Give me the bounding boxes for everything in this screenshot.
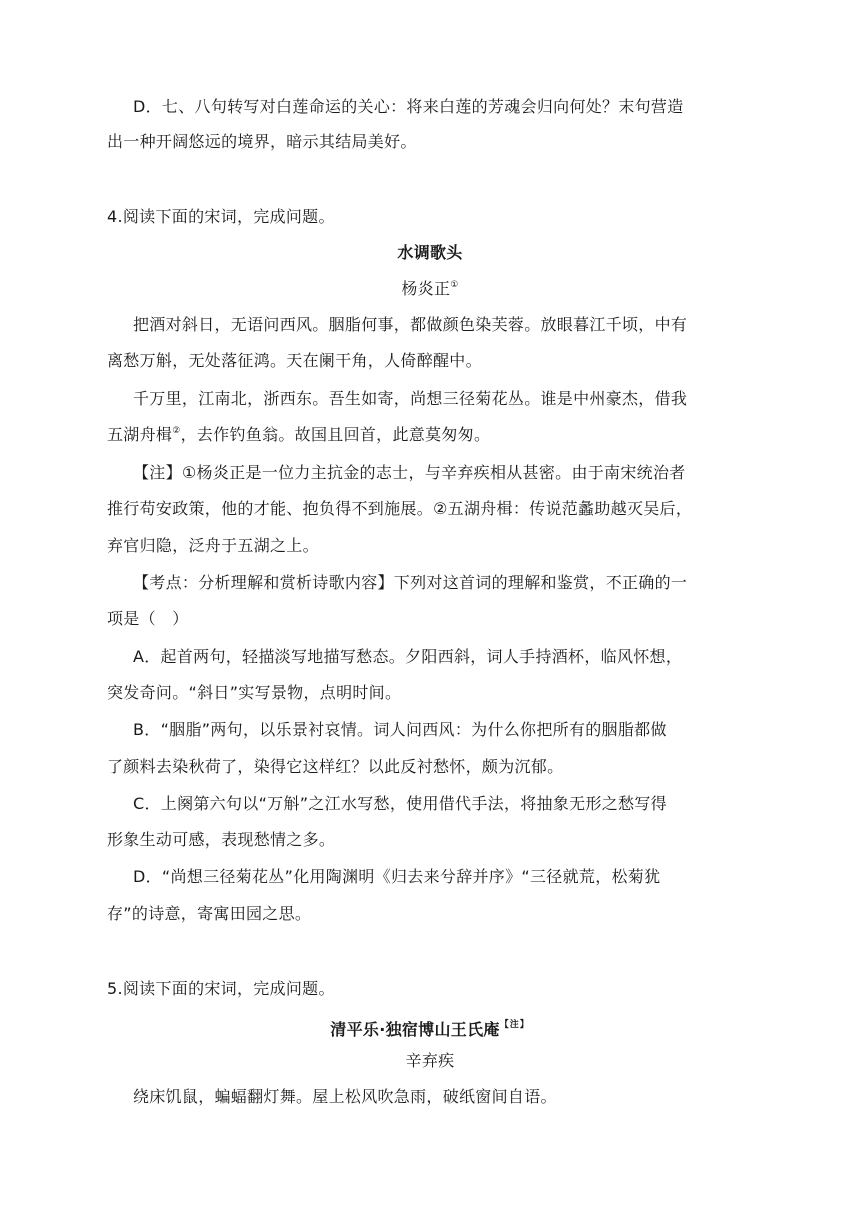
q5-poem-line1: 绕床饥鼠，蝙蝠翻灯舞。屋上松风吹急雨，破纸窗间自语。 bbox=[133, 1087, 557, 1106]
q4-author: 杨炎正 bbox=[401, 279, 451, 298]
q4-option-b-line2: 了颜料去染秋荷了，染得它这样红？以此反衬愁怀，颇为沉郁。 bbox=[107, 757, 564, 776]
q4-prompt: 4.阅读下面的宋词，完成问题。 bbox=[107, 207, 335, 226]
q5-title-note-mark: 【注】 bbox=[499, 1020, 530, 1030]
q4-poem-p2-line2-a: 五湖舟楫 bbox=[107, 425, 173, 444]
q4-stem-line2: 项是（ ） bbox=[107, 609, 189, 628]
q5-author: 辛弃疾 bbox=[405, 1051, 455, 1070]
q4-poem-p1-line1: 把酒对斜日，无语问西风。胭脂何事，都做颜色染芙蓉。放眼暮江千顷，中有 bbox=[133, 315, 688, 334]
q4-poem-note-mark-2: ② bbox=[172, 426, 181, 436]
q4-option-d-line2: 存”的诗意，寄寓田园之思。 bbox=[107, 904, 312, 923]
q4-note-line2: 推行苟安政策，他的才能、抱负得不到施展。②五湖舟楫：传说范蠡助越灭吴后， bbox=[107, 499, 693, 518]
q4-stem-line1: 【考点：分析理解和赏析诗歌内容】下列对这首词的理解和鉴赏，不正确的一 bbox=[133, 573, 688, 592]
q5-poem-title-line bbox=[0, 1014, 860, 1041]
q5-prompt: 5.阅读下面的宋词，完成问题。 bbox=[107, 979, 335, 998]
q4-option-d-line1: D．“尚想三径菊花丛”化用陶渊明《归去来兮辞并序》“三径就荒，松菊犹 bbox=[133, 867, 661, 886]
q4-option-b-line1: B．“胭脂”两句，以乐景衬哀情。词人问西风：为什么你把所有的胭脂都做 bbox=[133, 720, 667, 739]
q4-poem-p2-line1: 千万里，江南北，浙西东。吾生如寄，尚想三径菊花丛。谁是中州豪杰，借我 bbox=[133, 389, 688, 408]
q3-option-d-line1: D．七、八句转写对白莲命运的关心：将来白莲的芳魂会归向何处？末句营造 bbox=[133, 97, 684, 116]
q4-option-c-line1: C．上阕第六句以“万斛”之江水写愁，使用借代手法，将抽象无形之愁写得 bbox=[133, 794, 667, 813]
q4-option-a-line1: A．起首两句，轻描淡写地描写愁态。夕阳西斜，词人手持酒杯，临风怀想， bbox=[133, 647, 683, 666]
q5-poem-title: 清平乐·独宿博山王氏庵 bbox=[330, 1020, 500, 1039]
q4-option-c-line2: 形象生动可感，表现愁情之多。 bbox=[107, 830, 336, 849]
q4-note-line1: 【注】①杨炎正是一位力主抗金的志士，与辛弃疾相从甚密。由于南宋统治者 bbox=[133, 463, 686, 482]
q4-note-line3: 弃官归隐，泛舟于五湖之上。 bbox=[107, 536, 319, 555]
q3-option-d-line2: 出一种开阔悠远的境界，暗示其结局美好。 bbox=[107, 132, 417, 151]
q4-poem-p2-line2-b: ，去作钓鱼翁。故国且回首，此意莫匆匆。 bbox=[180, 425, 491, 444]
q4-poem-p1-line2: 离愁万斛，无处落征鸿。天在阑干角，人倚醉醒中。 bbox=[107, 351, 482, 370]
q4-poem-title: 水调歌头 bbox=[397, 243, 463, 262]
q4-poem-p2-line2 bbox=[107, 424, 490, 446]
q4-author-note-mark: ① bbox=[450, 280, 459, 290]
q4-author-line bbox=[0, 278, 860, 300]
q4-option-a-line2: 突发奇问。“斜日”实写景物，点明时间。 bbox=[107, 683, 402, 702]
